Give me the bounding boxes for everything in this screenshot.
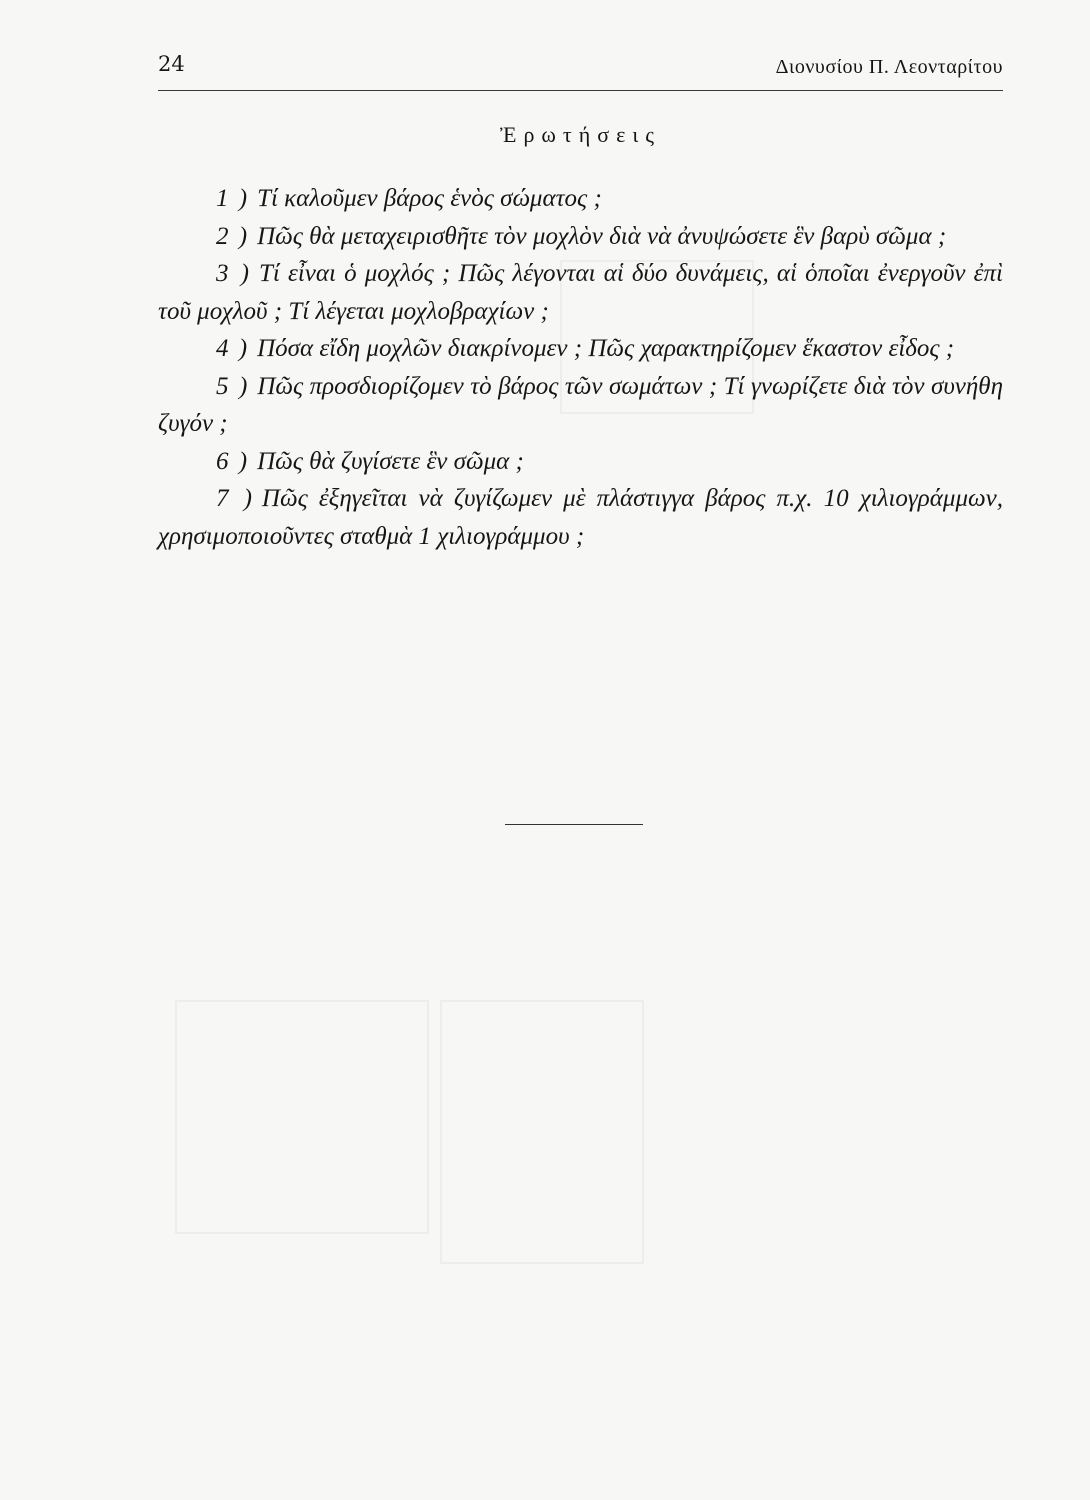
- bleed-through-figure: [175, 1000, 429, 1234]
- question-number: 7 ): [216, 485, 254, 512]
- question-number: 4 ): [216, 335, 250, 362]
- section-title: Ἐρωτήσεις: [500, 122, 661, 147]
- question-item: [158, 180, 1003, 218]
- question-item: [158, 480, 1003, 555]
- question-number: 5 ): [216, 372, 250, 400]
- page-header: [158, 52, 1003, 88]
- question-number: 1 ): [216, 185, 250, 212]
- question-number: 2 ): [216, 222, 250, 250]
- question-text: Πόσα εἴδη μοχλῶν διακρίνομεν ; Πῶς χαρακτηρίζομεν ἕκαστον εἶδος ;: [257, 335, 955, 362]
- question-number: 3 ): [216, 260, 251, 287]
- running-head: Διονυσίου Π. Λεονταρίτου: [775, 56, 1003, 78]
- question-item: [158, 330, 1003, 368]
- questions-list: [158, 180, 1003, 555]
- question-item: [158, 443, 1003, 481]
- question-text: Πῶς θὰ ζυγίσετε ἓν σῶμα ;: [257, 447, 524, 475]
- question-item: [158, 255, 1003, 330]
- section-end-rule: [505, 824, 643, 825]
- question-text: Τί εἶναι ὁ μοχλός ; Πῶς λέγονται αἱ δύο δυνάμεις, αἱ ὁποῖαι ἐνεργοῦν ἐπὶ τοῦ μοχλοῦ ; Τί λέγεται μοχλοβραχίων ;: [158, 260, 1003, 325]
- question-item: [158, 218, 1003, 256]
- question-text: Πῶς ἐξηγεῖται νὰ ζυγίζωμεν μὲ πλάστιγγα βάρος π.χ. 10 χιλιογράμμων, χρησιμοποιοῦντες σταθμὰ 1 χιλιογράμμου ;: [158, 485, 1003, 550]
- page-number: 24: [158, 52, 185, 76]
- question-number: 6 ): [216, 447, 250, 475]
- bleed-through-figure: [440, 1000, 644, 1264]
- question-text: Πῶς προσδιορίζομεν τὸ βάρος τῶν σωμάτων ; Τί γνωρίζετε διὰ τὸν συνήθη ζυγόν ;: [158, 372, 1003, 437]
- question-item: [158, 368, 1003, 443]
- header-rule: [158, 90, 1003, 91]
- question-text: Τί καλοῦμεν βάρος ἑνὸς σώματος ;: [257, 185, 602, 212]
- question-text: Πῶς θὰ μεταχειρισθῆτε τὸν μοχλὸν διὰ νὰ ἀνυψώσετε ἓν βαρὺ σῶμα ;: [257, 222, 947, 250]
